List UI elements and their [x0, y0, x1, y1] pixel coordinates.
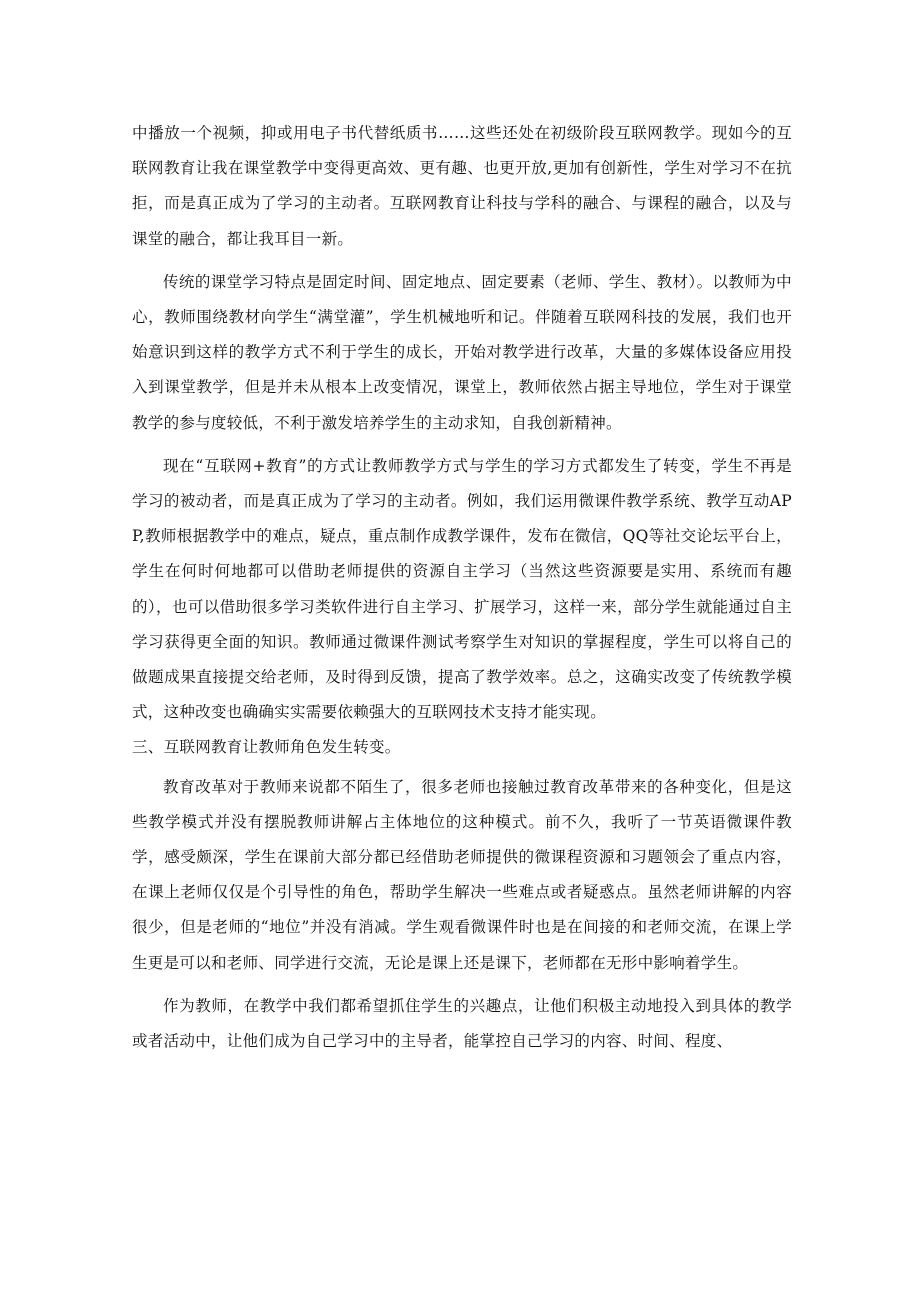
paragraph-as-teacher: 作为教师，在教学中我们都希望抓住学生的兴趣点，让他们积极主动地投入到具体的教学或者活动中，让他们成为自己学习中的主导者，能掌控自己学习的内容、时间、程度、 — [132, 996, 792, 1051]
paragraph-traditional-classroom: 传统的课堂学习特点是固定时间、固定地点、固定要素（老师、学生、教材）。以教师为中心，教师围绕教材向学生“满堂灌”，学生机械地听和记。伴随着互联网科技的发展，我们也开始意识到这样的教学方式不利于学生的成长，开始对教学进行改革，大量的多媒体设备应用投入到课堂教学，但是并未从根本上改变情况，课堂上，教师依然占据主导地位，学生对于课堂教学的参与度较低，不利于激发培养学生的主动求知，自我创新精神。 — [132, 272, 792, 432]
document-page — [132, 116, 792, 1059]
paragraph-internet-plus-education: 现在“互联网+教育”的方式让教师教学方式与学生的学习方式都发生了转变，学生不再是学习的被动者，而是真正成为了学习的主动者。例如，我们运用微课件教学系统、教学互动APP,教师根据教学中的难点，疑点，重点制作成教学课件，发布在微信，QQ等社交论坛平台上，学生在何时何地都可以借助老师提供的资源自主学习（当然这些资源要是实用、系统而有趣的），也可以借助很多学习类软件进行自主学习、扩展学习，这样一来，部分学生就能通过自主学习获得更全面的知识。教师通过微课件测试考察学生对知识的掌握程度，学生可以将自己的做题成果直接提交给老师，及时得到反馈，提高了教学效率。总之，这确实改变了传统教学模式，这种改变也确确实实需要依赖强大的互联网技术支持才能实现。 — [132, 456, 792, 722]
paragraph-education-reform: 教育改革对于教师来说都不陌生了，很多老师也接触过教育改革带来的各种变化，但是这些教学模式并没有摆脱教师讲解占主体地位的这种模式。前不久，我听了一节英语微课件教学，感受颇深，学生在课前大部分都已经借助老师提供的微课程资源和习题领会了重点内容，在课上老师仅仅是个引导性的角色，帮助学生解决一些难点或者疑惑点。虽然老师讲解的内容很少，但是老师的“地位”并没有消减。学生观看微课件时也是在间接的和老师交流，在课上学生更是可以和老师、同学进行交流，无论是课上还是课下，老师都在无形中影响着学生。 — [132, 777, 792, 972]
section-heading-three: 三、互联网教育让教师角色发生转变。 — [132, 738, 401, 757]
paragraph-continuation: 中播放一个视频，抑或用电子书代替纸质书……这些还处在初级阶段互联网教学。现如今的互联网教育让我在课堂教学中变得更高效、更有趣、也更开放,更加有创新性，学生对学习不在抗拒，而是真正成为了学习的主动者。互联网教育让科技与学科的融合、与课程的融合，以及与课堂的融合，都让我耳目一新。 — [132, 124, 792, 248]
